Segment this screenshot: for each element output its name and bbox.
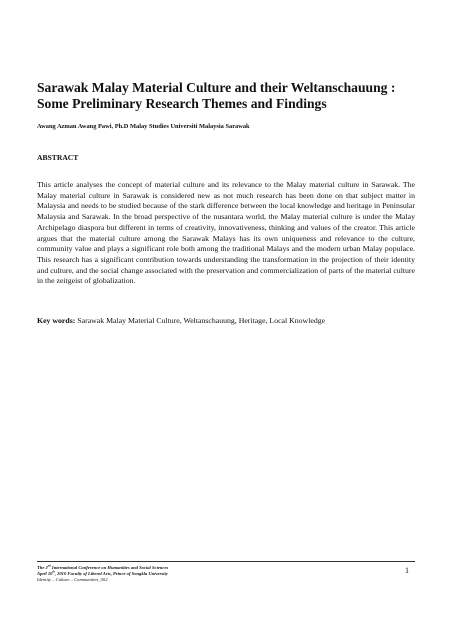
footer-citation xyxy=(37,565,367,584)
footer-divider xyxy=(37,561,415,562)
footer-date-pre: April 10 xyxy=(37,571,53,577)
keywords-text: Sarawak Malay Material Culture, Weltanschauung, Heritage, Local Knowledge xyxy=(77,316,326,325)
keywords-line xyxy=(37,316,417,326)
abstract-text: This article analyses the concept of material culture and its relevance to the Malay material culture in Sarawak. The Malay material culture in Sarawak is considered new as not much research has been done on that subject matter in Malaysia and needs to be studied because of the stark difference between the local knowledge and heritage in Peninsular Malaysia and Sarawak. In the broad perspective of the nusantara world, the Malay material culture is under the Malay Archipelago diaspora but different in terms of creativity, innovativeness, thinking and values of the creator. This article argues that the material culture among the Sarawak Malays has its own uniqueness and relevance to the culture, community value and plays a significant role both among the traditional Malays and the modern urban Malay populace. This research has a significant contribution towards understanding the transformation in the projection of their identity and culture, and the social change associated with the preservation and commercialization of parts of the material culture in the zeitgeist of globalization. xyxy=(37,180,415,286)
footer-date-post: , 2010 Faculty of Liberal Arts, Prince of Songkla University xyxy=(54,571,168,577)
footer-conference-post: International Conference on Humanities and Social Sciences xyxy=(50,565,169,570)
footer-conference-pre: The 2 xyxy=(37,565,48,570)
keywords-label: Key words: xyxy=(37,316,76,325)
footer-theme-line: Identity – Culture – Communities_002 xyxy=(37,577,108,583)
author-line: Awang Azman Awang Pawi, Ph.D Malay Studies Universiti Malaysia Sarawak xyxy=(37,123,250,130)
page-number: 1 xyxy=(405,566,409,575)
abstract-heading: ABSTRACT xyxy=(37,153,79,162)
paper-title: Sarawak Malay Material Culture and their Weltanschauung : Some Preliminary Research Themes and Findings xyxy=(37,80,396,111)
footer-date-sup: th xyxy=(52,570,55,574)
footer-conference-sup: nd xyxy=(47,564,51,568)
